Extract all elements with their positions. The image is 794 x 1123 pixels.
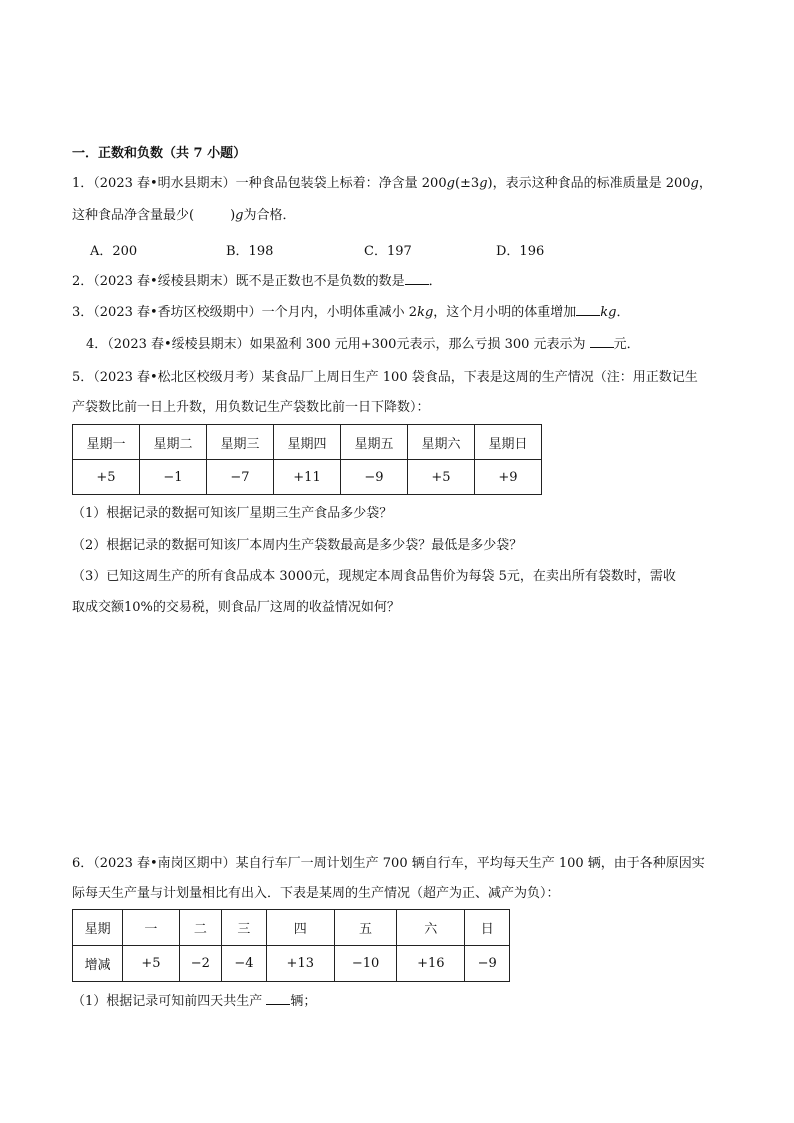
table-header-cell: 星期三 [207,425,274,460]
q3-text-a: 3．（2023 春•香坊区校级期中）一个月内，小明体重减小 2 [72,305,418,320]
q2-text: 2．（2023 春•绥棱县期末）既不是正数也不是负数的数是 [72,274,405,289]
question-6-line-1: 6．（2023 春•南岗区期中）某自行车厂一周计划生产 700 辆自行车，平均每天生产 100 辆，由于各种原因实 [72,856,705,871]
q1-text-c: )，表示这种食品的标准质量是 200 [487,176,691,191]
table-cell: −10 [334,946,396,982]
table-header-cell: 星期六 [408,425,475,460]
q3-end: ． [616,305,630,320]
table-cell: −2 [179,946,222,982]
q4-end: 元． [613,337,640,352]
unit-g: g [446,176,455,191]
answer-blank[interactable] [405,272,429,285]
table-cell: −9 [341,460,408,495]
q1-text-b: (±3 [454,176,480,191]
table-header-cell: 二 [179,910,222,946]
q1-text-f: ) [230,208,236,223]
table-header-cell: 六 [397,910,465,946]
q1-text-a: 1．（2023 春•明水县期末）一种食品包装袋上标着：净含量 200 [72,176,447,191]
table-header-row [73,425,542,460]
question-5-sub-3-line-1: （3）已知这周生产的所有食品成本 3000元，现规定本周食品售价为每袋 5元，在卖出所有袋数时，需收 [72,569,676,584]
table-cell: −1 [140,460,207,495]
answer-blank[interactable] [590,335,614,348]
table-row-label: 星期 [73,910,123,946]
table-header-cell: 星期四 [274,425,341,460]
option-d[interactable]: D．196 [496,244,545,259]
table-row [73,946,510,982]
unit-g: g [235,208,244,223]
table-header-cell: 五 [334,910,396,946]
table-cell: +16 [397,946,465,982]
unit-g: g [479,176,488,191]
question-5-line-2: 产袋数比前一日上升数，用负数记生产袋数比前一日下降数）： [72,400,430,415]
table-header-cell: 日 [465,910,510,946]
question-3 [72,303,630,322]
table-row-label: 增减 [73,946,123,982]
table-cell: −9 [465,946,510,982]
table-header-cell: 星期二 [140,425,207,460]
question-5-sub-3-line-2: 取成交额10%的交易税，则食品厂这周的收益情况如何？ [72,600,400,615]
q2-end: ． [428,274,442,289]
table-header-row [73,910,510,946]
question-6-line-2: 际每天生产量与计划量相比有出入．下表是某周的生产情况（超产为正、减产为负）： [72,886,560,901]
q1-text-d: ， [698,176,712,191]
q4-text: 4．（2023 春•绥棱县期末）如果盈利 300 元用+300元表示，那么亏损 300 元表示为 [86,337,590,352]
question-6-sub-1 [72,992,316,1011]
question-1-line-2 [72,207,296,225]
question-5-sub-2: （2）根据记录的数据可知该厂本周内生产袋数最高是多少袋？最低是多少袋？ [72,538,523,553]
table-cell: −4 [222,946,267,982]
question-2 [72,272,442,291]
table-row [73,460,542,495]
q3-text-b: ，这个月小明的体重增加 [433,305,577,320]
question-5-sub-1: （1）根据记录的数据可知该厂星期三生产食品多少袋？ [72,506,393,521]
table-cell: +5 [123,946,179,982]
unit-kg: kg [600,305,617,320]
q1-text-e: 这种食品净含量最少( [72,208,195,223]
q1-text-g: 为合格． [243,208,296,223]
table-cell: +5 [73,460,140,495]
table-header-cell: 星期一 [73,425,140,460]
table-header-cell: 一 [123,910,179,946]
q6-sub1-text: （1）根据记录可知前四天共生产 [72,994,267,1009]
unit-kg: kg [417,305,434,320]
table-cell: +5 [408,460,475,495]
bicycle-production-table [72,909,510,982]
table-header-cell: 星期五 [341,425,408,460]
table-header-cell: 四 [266,910,334,946]
option-c[interactable]: C．197 [364,244,412,259]
question-5-line-1: 5．（2023 春•松北区校级月考）某食品厂上周日生产 100 袋食品，下表是这周的生产情况（注：用正数记生 [72,370,698,385]
table-header-cell: 星期日 [475,425,542,460]
option-b[interactable]: B．198 [226,244,274,259]
option-a[interactable]: A．200 [90,244,138,259]
answer-blank[interactable] [266,992,290,1005]
question-1-line-1 [72,175,712,193]
section-title: 一．正数和负数（共 7 小题） [72,146,247,161]
answer-blank[interactable] [576,303,600,316]
table-cell: +11 [274,460,341,495]
question-1-options [90,240,610,258]
production-table [72,424,542,495]
table-cell: −7 [207,460,274,495]
question-4 [86,335,640,354]
unit-g: g [690,176,699,191]
table-cell: +9 [475,460,542,495]
table-cell: +13 [266,946,334,982]
q6-sub1-end: 辆； [290,994,317,1009]
table-header-cell: 三 [222,910,267,946]
